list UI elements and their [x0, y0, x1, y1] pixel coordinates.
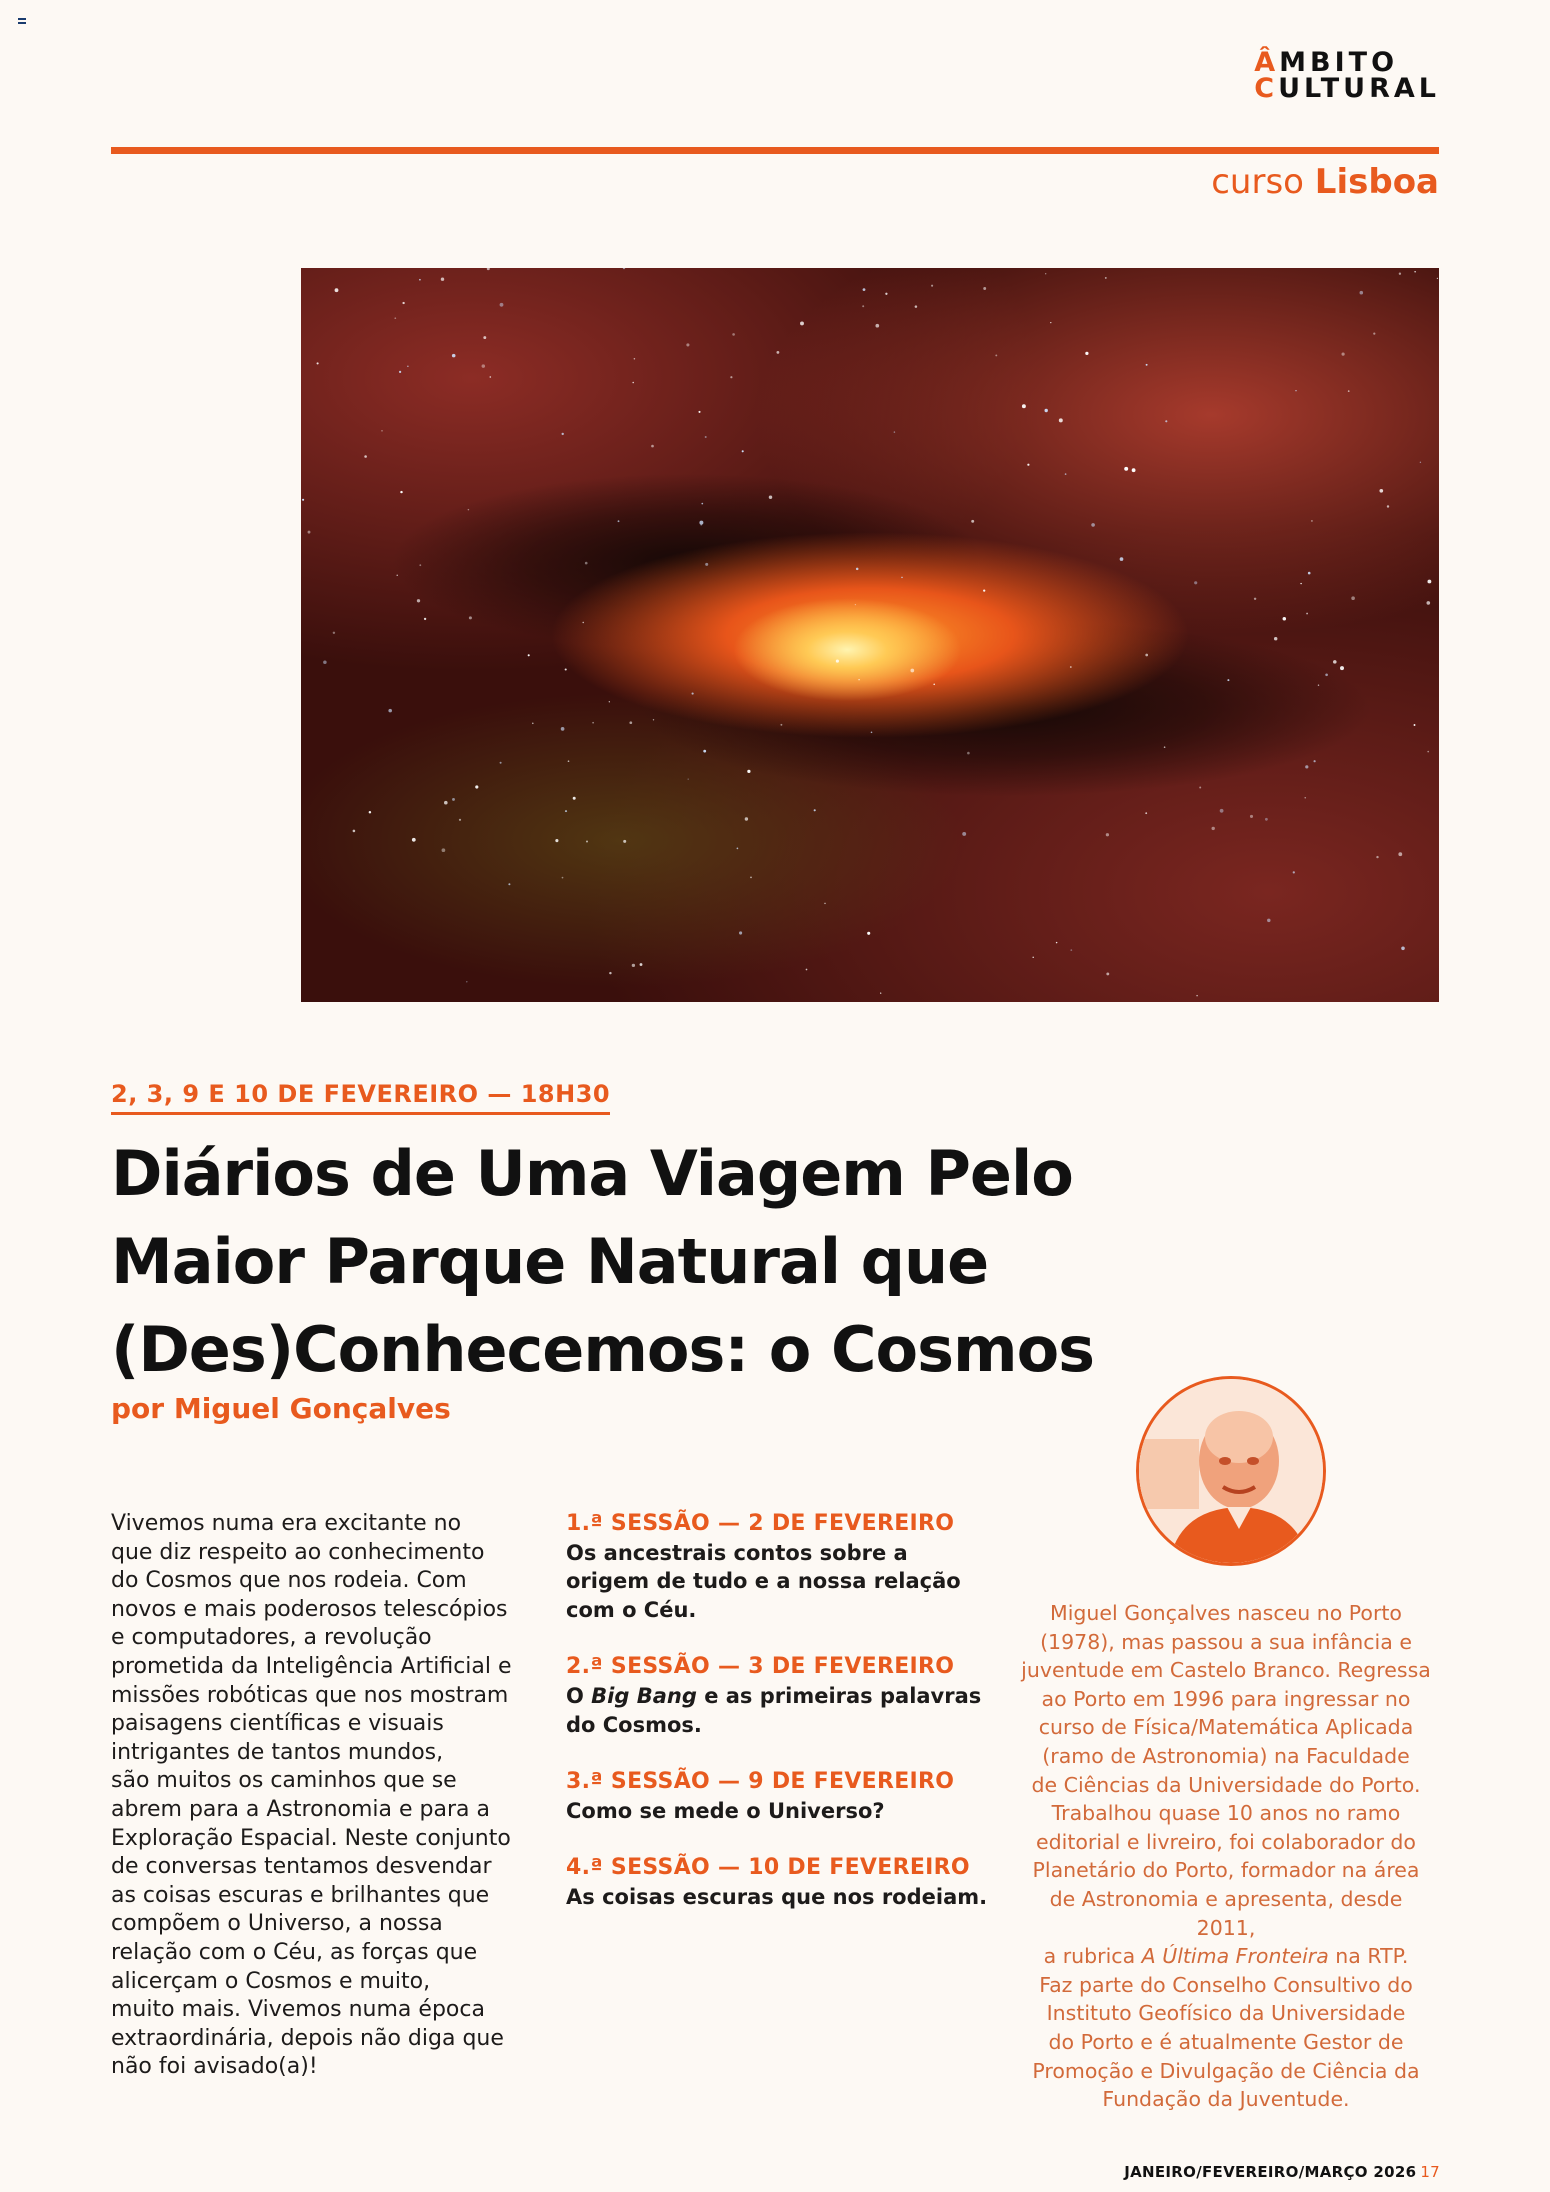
star	[632, 382, 634, 384]
star	[640, 963, 643, 966]
star	[1274, 637, 1277, 640]
star	[705, 436, 707, 438]
star	[824, 903, 826, 905]
star	[1199, 787, 1201, 789]
star	[1414, 271, 1415, 272]
star	[407, 366, 408, 367]
star	[1360, 291, 1364, 295]
event-title: Diários de Uma Viagem Pelo Maior Parque Natural que (Des)Conhecemos: o Cosmos	[111, 1137, 1095, 1386]
star	[1145, 654, 1148, 657]
star	[1265, 818, 1268, 821]
star	[701, 503, 703, 505]
star	[1325, 673, 1328, 676]
star	[419, 279, 421, 281]
session-heading: 4.ª SESSÃO — 10 DE FEVEREIRO	[566, 1855, 970, 1881]
star	[971, 520, 974, 523]
star	[565, 810, 567, 812]
star	[419, 564, 421, 566]
star	[487, 268, 490, 270]
star	[364, 455, 367, 458]
star	[1398, 852, 1402, 856]
star	[397, 575, 398, 576]
star	[686, 343, 689, 346]
star	[933, 684, 935, 686]
star	[1306, 613, 1308, 615]
star	[618, 520, 620, 522]
star	[1420, 462, 1421, 463]
star	[399, 371, 401, 373]
star	[983, 589, 985, 591]
star	[400, 491, 402, 493]
star	[1070, 949, 1072, 951]
star	[732, 333, 735, 336]
star	[489, 376, 491, 378]
star	[1059, 418, 1063, 422]
star	[856, 568, 859, 571]
star	[1373, 333, 1375, 335]
star	[1132, 468, 1136, 472]
star	[1340, 666, 1344, 670]
star	[1146, 364, 1148, 366]
star	[1254, 598, 1256, 600]
star	[562, 433, 564, 435]
star	[653, 719, 654, 720]
session-description: O Big Bang e as primeiras palavras do Cosmos.	[566, 1683, 982, 1737]
star	[369, 811, 371, 813]
star	[555, 839, 558, 842]
session-heading: 1.ª SESSÃO — 2 DE FEVEREIRO	[566, 1511, 955, 1536]
logo-line-1: ÂMBITO	[1254, 47, 1399, 78]
star	[894, 431, 895, 432]
star	[1333, 660, 1337, 664]
star	[875, 324, 879, 328]
star	[931, 285, 933, 287]
star	[381, 430, 383, 432]
star	[561, 727, 565, 731]
star	[1045, 409, 1048, 412]
star	[466, 981, 467, 982]
star	[863, 288, 866, 291]
star	[424, 618, 426, 620]
star	[1311, 520, 1313, 522]
star	[583, 622, 584, 623]
logo-line-2: CULTURAL	[1254, 73, 1440, 104]
section-label: curso Lisboa	[1211, 162, 1439, 202]
star	[915, 305, 918, 308]
star	[394, 317, 396, 319]
star	[562, 877, 564, 879]
star	[747, 770, 750, 773]
author-portrait	[1136, 1376, 1326, 1566]
star	[698, 411, 700, 413]
star	[699, 521, 703, 525]
page-footer	[1124, 2163, 1440, 2181]
star	[482, 364, 485, 367]
star	[745, 817, 748, 820]
star	[885, 293, 887, 295]
star	[1300, 583, 1301, 584]
star	[814, 809, 816, 811]
star	[1318, 684, 1319, 685]
star	[1050, 322, 1051, 323]
star	[806, 969, 808, 971]
star	[1308, 572, 1311, 575]
star	[800, 321, 804, 325]
star	[1379, 489, 1383, 493]
star	[1293, 871, 1295, 873]
intro-text: Vivemos numa era excitante no que diz respeito ao conhecimento do Cosmos que nos rodeia. Com novos e mais poderosos telescópios e computadores, a revolução prometida da Inteligência Artificial e missões robóticas que nos mostram paisagens científicas e visuais intrigantes de tantos mundos, são muitos os caminhos que se abrem para a Astronomia e para a Exploração Espacial. Neste conjunto de conversas tentamos desvendar as coisas escuras e brilhantes que compõem o Universo, a nossa relação com o Céu, as forças que alicerçam o Cosmos e muito, muito mais. Vivemos numa época extraordinária, depois não diga que não foi avisado(a)!	[111, 1511, 512, 2080]
star	[1106, 972, 1109, 975]
issue-label: JANEIRO/FEVEREIRO/MARÇO 2026	[1124, 2163, 1417, 2181]
session-heading: 2.ª SESSÃO — 3 DE FEVEREIRO	[566, 1654, 955, 1680]
star	[1211, 827, 1214, 830]
star	[632, 964, 635, 967]
star	[1427, 751, 1429, 753]
star	[776, 351, 779, 354]
star	[692, 693, 694, 695]
star	[335, 288, 339, 292]
star	[592, 722, 594, 724]
star	[730, 376, 732, 378]
session-item	[566, 1510, 1006, 1624]
star	[703, 750, 706, 753]
star	[469, 616, 472, 619]
header-rule	[111, 147, 1439, 154]
star	[688, 778, 689, 779]
star	[1056, 942, 1057, 943]
author-bio: Miguel Gonçalves nasceu no Porto (1978), mas passou a sua infância e juventude em Castelo Branco. Regressa ao Porto em 1996 para ingressar no curso de Física/Matemática Aplicada (ramo de Astronomia) na Faculdade de Ciências da Universidade do Porto. Trabalhou quase 10 anos no ramo editorial e livreiro, foi colaborador do Planetário do Porto, formador na área de Astronomia e apresenta, desde 2011, a rubrica A Última Fronteira na RTP. Faz parte do Conselho Consultivo do Instituto Geofísico da Universidade do Porto e é atualmente Gestor de Promoção e Divulgação de Ciência da Fundação da Juventude.	[1021, 1601, 1431, 2112]
star	[1250, 815, 1253, 818]
star	[586, 841, 588, 843]
session-list	[566, 1510, 1006, 1941]
star	[862, 305, 864, 307]
star	[1220, 809, 1224, 813]
star	[1387, 505, 1389, 507]
star	[609, 972, 611, 974]
star	[983, 287, 986, 290]
star	[441, 277, 444, 280]
star	[568, 760, 570, 762]
star	[417, 599, 420, 602]
session-item	[566, 1768, 1006, 1825]
star	[871, 732, 873, 734]
star-field	[301, 268, 1439, 1002]
star	[737, 848, 739, 850]
star	[780, 724, 782, 726]
event-author: por Miguel Gonçalves	[111, 1392, 451, 1425]
star	[1065, 473, 1067, 475]
star	[855, 604, 856, 605]
star	[705, 563, 708, 566]
star	[1399, 273, 1401, 275]
star	[1045, 273, 1046, 274]
star	[1348, 390, 1350, 392]
star	[1120, 557, 1124, 561]
star	[880, 992, 881, 993]
star	[452, 798, 455, 801]
star	[1106, 833, 1109, 836]
star	[967, 752, 970, 755]
star	[742, 450, 744, 452]
star	[388, 709, 392, 713]
star	[1196, 995, 1198, 997]
star	[483, 336, 486, 339]
star	[565, 668, 567, 670]
star	[1426, 601, 1430, 605]
star	[910, 669, 914, 673]
star	[308, 531, 311, 534]
star	[475, 785, 478, 788]
star	[1091, 523, 1095, 527]
star	[412, 838, 416, 842]
star	[858, 679, 860, 681]
star	[1164, 746, 1166, 748]
star	[1314, 760, 1316, 762]
star	[634, 358, 636, 360]
star	[1070, 666, 1072, 668]
star	[442, 848, 446, 852]
session-item	[566, 1854, 1006, 1911]
session-description: As coisas escuras que nos rodeiam.	[566, 1884, 988, 1909]
session-item	[566, 1653, 1006, 1739]
star	[623, 840, 626, 843]
hero-image-nebula	[301, 268, 1439, 1002]
star	[500, 762, 502, 764]
star	[623, 268, 625, 269]
star	[444, 801, 448, 805]
session-description: Os ancestrais contos sobre a origem de tudo e a nossa relação com o Céu.	[566, 1540, 961, 1622]
star	[1124, 467, 1128, 471]
star	[585, 562, 588, 565]
star	[651, 445, 654, 448]
star	[1267, 919, 1270, 922]
star	[836, 660, 839, 663]
star	[739, 931, 742, 934]
star	[1295, 390, 1296, 391]
star	[995, 354, 997, 356]
star	[1027, 464, 1029, 466]
session-description: Como se mede o Universo?	[566, 1798, 885, 1823]
event-dates: 2, 3, 9 E 10 DE FEVEREIRO — 18H30	[111, 1080, 610, 1115]
star	[1085, 352, 1088, 355]
star	[750, 877, 752, 879]
brand-logo	[1254, 47, 1440, 104]
portrait-illustration	[1139, 1379, 1323, 1563]
star	[402, 302, 404, 304]
star	[323, 660, 327, 664]
star	[468, 509, 470, 511]
star	[1376, 856, 1378, 858]
star	[1165, 420, 1167, 422]
star	[1414, 724, 1416, 726]
star	[528, 654, 530, 656]
star	[962, 832, 966, 836]
star	[508, 883, 510, 885]
session-heading: 3.ª SESSÃO — 9 DE FEVEREIRO	[566, 1769, 955, 1795]
star	[452, 354, 456, 358]
star	[500, 303, 504, 307]
star	[1105, 277, 1107, 279]
star	[1437, 278, 1438, 279]
star	[1401, 947, 1405, 951]
star	[1227, 679, 1229, 681]
star	[1194, 581, 1197, 584]
star	[1145, 812, 1147, 814]
star	[353, 830, 356, 833]
star	[609, 701, 610, 702]
star	[1342, 353, 1345, 356]
star	[1351, 596, 1355, 600]
star	[629, 721, 632, 724]
star	[1427, 580, 1431, 584]
star	[333, 632, 335, 634]
star	[1283, 617, 1287, 621]
star	[867, 932, 870, 935]
star	[573, 797, 576, 800]
star	[1305, 765, 1308, 768]
star	[1305, 797, 1306, 798]
star	[1032, 957, 1033, 958]
menu-icon	[18, 18, 26, 26]
star	[769, 496, 772, 499]
star	[317, 362, 319, 364]
star	[459, 819, 461, 821]
page-number: 17	[1420, 2163, 1440, 2181]
star	[901, 577, 903, 579]
star	[532, 723, 534, 725]
star	[1022, 404, 1026, 408]
star	[302, 499, 304, 501]
